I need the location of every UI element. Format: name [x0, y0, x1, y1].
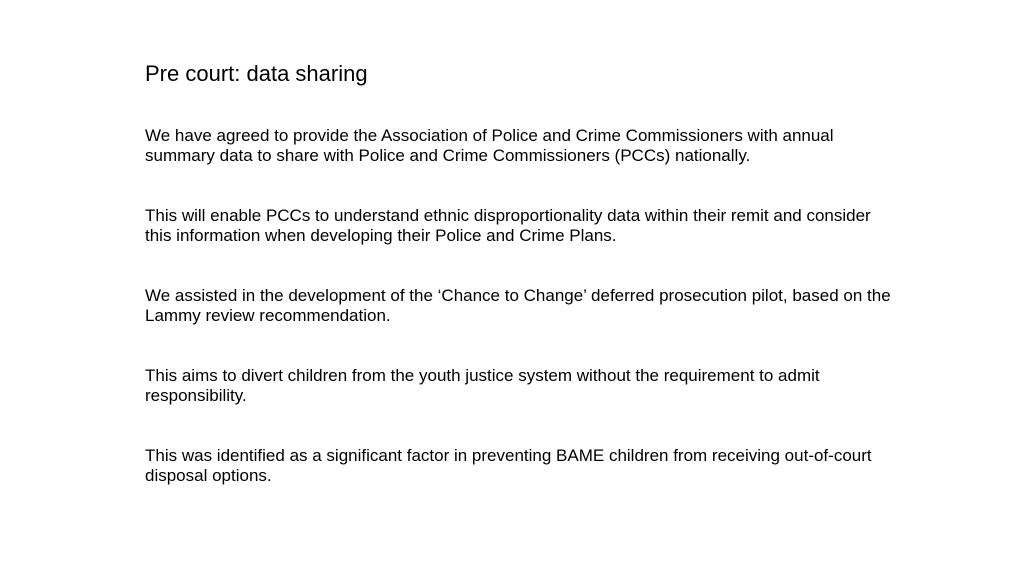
paragraph-pcc-understanding: This will enable PCCs to understand ethnic disproportionality data within their remit and consider this information when developing their Police and Crime Plans.	[145, 206, 871, 245]
paragraph-data-sharing: We have agreed to provide the Association of Police and Crime Commissioners with annual summary data to share with Police and Crime Commissioners (PCCs) nationally.	[145, 126, 834, 165]
paragraph-divert-children: This aims to divert children from the youth justice system without the requirement to admit responsibility.	[145, 366, 820, 405]
paragraph-significant-factor: This was identified as a significant factor in preventing BAME children from receiving out-of-court disposal options.	[145, 446, 872, 485]
slide-title: Pre court: data sharing	[145, 61, 368, 86]
paragraph-chance-to-change: We assisted in the development of the ‘Chance to Change’ deferred prosecution pilot, based on the Lammy review recommendation.	[145, 286, 891, 325]
